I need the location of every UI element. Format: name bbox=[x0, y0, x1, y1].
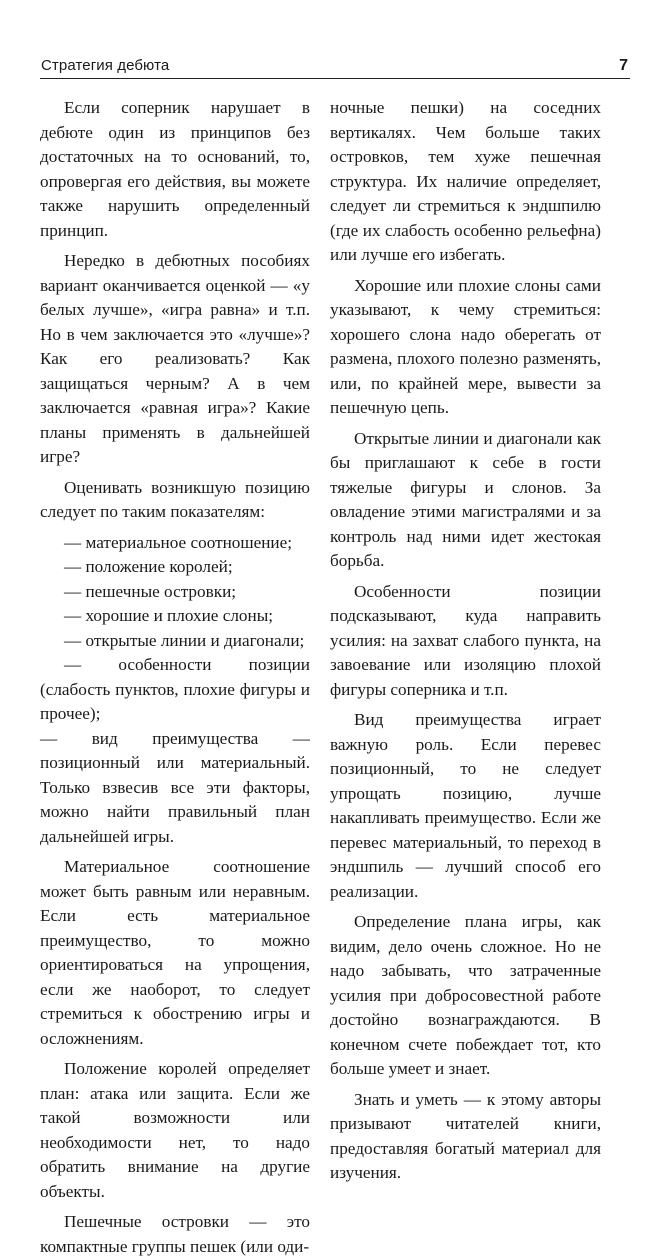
paragraph: Особенности позиции подсказывают, куда направить усилия: на захват слабого пункта, на завоевание или изоляцию плохой фигуры соперника и т.п. bbox=[330, 581, 601, 699]
paragraph: Материальное соотношение может быть равным или неравным. Если есть материальное преимущество, то можно ориентироваться на упрощения, если же наоборот, то следует стремиться к обострению игры и осложнениям. bbox=[40, 857, 310, 1048]
criteria-list-item: — особенности позиции (слабость пунктов, плохие фигуры и прочее); bbox=[40, 655, 310, 723]
left-column bbox=[40, 96, 310, 1259]
criteria-list-item: — вид преимущества — позиционный или материальный. Только взвесив все эти факторы, можно найти правильный план дальнейшей игры. bbox=[40, 728, 310, 846]
paragraph: Вид преимущества играет важную роль. Если перевес позиционный, то не следует упрощать позицию, лучше накапливать преимущество. Если же перевес материальный, то переход в эндшпиль — лучший способ его реализации. bbox=[330, 710, 601, 901]
paragraph: Положение королей определяет план: атака или защита. Если же такой возможности или необходимости нет, то надо обратить внимание на другие объекты. bbox=[40, 1059, 310, 1201]
paragraph: Знать и уметь — к этому авторы призывают читателей книги, предоставляя богатый материал для изучения. bbox=[330, 1089, 601, 1182]
running-header bbox=[40, 54, 630, 79]
criteria-list-item: — пешечные островки; bbox=[64, 581, 237, 601]
paragraph: ночные пешки) на соседних вертикалях. Чем больше таких островков, тем хуже пешечная структура. Их наличие определяет, следует ли стремиться к эндшпилю (где их слабость особенно рельефна) или лучше его избегать. bbox=[330, 98, 601, 264]
paragraph: Если соперник нарушает в дебюте один из принципов без достаточных на то оснований, то, опровергая его действия, вы можете также нарушить определенный принцип. bbox=[40, 98, 310, 240]
paragraph: Нередко в дебютных пособиях вариант оканчивается оценкой — «у белых лучше», «игра равна» и т.п. Но в чем заключается это «лучше»? Как его реализовать? Как защищаться черным? А в чем заключается «равная игра»? Какие планы применять в дальнейшей игре? bbox=[40, 251, 310, 466]
criteria-list-item: — положение королей; bbox=[64, 557, 233, 576]
criteria-list-item: — открытые линии и диагонали; bbox=[64, 630, 305, 650]
paragraph: Определение плана игры, как видим, дело очень сложное. Но не надо забывать, что затраченные усилия при добросовестной работе достойно вознаграждаются. В конечном счете побеждает тот, кто больше умеет и знает. bbox=[330, 912, 601, 1078]
paragraph: Открытые линии и диагонали как бы приглашают к себе в гости тяжелые фигуры и слонов. За овладение этими магистралями и за контроль над ними идет жестокая борьба. bbox=[330, 428, 601, 570]
page-number: 7 bbox=[619, 57, 628, 74]
paragraph: Пешечные островки — это компактные группы пешек (или оди- bbox=[40, 1212, 310, 1256]
criteria-list-item: — материальное соотношение; bbox=[64, 532, 293, 552]
paragraph: Оценивать возникшую позицию следует по таким показателям: bbox=[40, 477, 310, 521]
running-title: Стратегия дебюта bbox=[41, 57, 170, 74]
paragraph: Хорошие или плохие слоны сами указывают, к чему стремиться: хорошего слона надо оберегать от размена, плохого полезно разменять, или, по крайней мере, вывести за пешечную цепь. bbox=[330, 275, 601, 417]
right-column bbox=[330, 96, 601, 1186]
criteria-list-item: — хорошие и плохие слоны; bbox=[64, 606, 274, 625]
